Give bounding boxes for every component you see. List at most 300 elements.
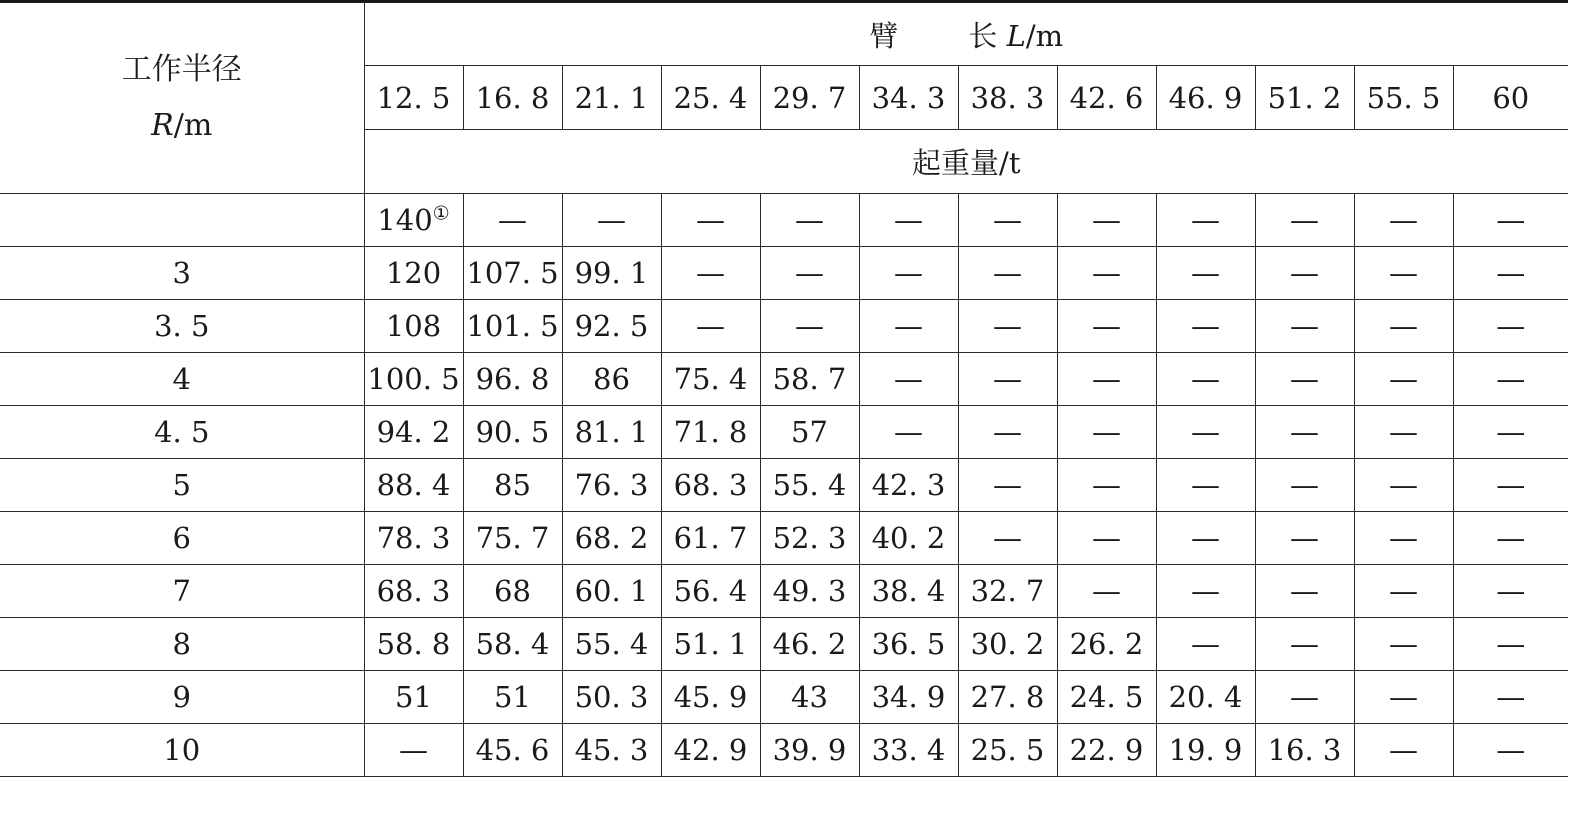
capacity-value: 60. 1 <box>574 574 649 608</box>
capacity-value: — <box>1092 574 1121 608</box>
capacity-cell <box>661 459 760 512</box>
table-row <box>0 671 1568 724</box>
capacity-value: — <box>894 362 923 396</box>
capacity-cell <box>1156 618 1255 671</box>
table-row <box>0 300 1568 353</box>
capacity-value: 24. 5 <box>1069 680 1144 714</box>
capacity-cell <box>760 247 859 300</box>
capacity-cell <box>661 512 760 565</box>
capacity-cell <box>1354 194 1453 247</box>
capacity-value: — <box>1191 203 1220 237</box>
header-row-boom <box>0 2 1568 66</box>
capacity-value: 75. 7 <box>475 521 550 555</box>
capacity-value: — <box>993 521 1022 555</box>
capacity-value: 33. 4 <box>871 733 946 767</box>
capacity-cell <box>562 512 661 565</box>
capacity-value: — <box>894 415 923 449</box>
capacity-value: — <box>1290 468 1319 502</box>
capacity-cell <box>958 194 1057 247</box>
capacity-cell <box>859 512 958 565</box>
capacity-cell <box>661 194 760 247</box>
capacity-cell <box>859 353 958 406</box>
capacity-value: — <box>795 256 824 290</box>
capacity-value: — <box>1389 733 1418 767</box>
capacity-value: 34. 9 <box>871 680 946 714</box>
capacity-value: 140 <box>377 203 433 237</box>
capacity-cell <box>463 300 562 353</box>
capacity-cell <box>1156 353 1255 406</box>
capacity-value: 57 <box>791 415 828 449</box>
capacity-value: 92. 5 <box>574 309 649 343</box>
capacity-cell <box>1255 565 1354 618</box>
capacity-cell <box>463 618 562 671</box>
capacity-value: — <box>993 256 1022 290</box>
capacity-cell <box>562 724 661 777</box>
capacity-value: — <box>1290 362 1319 396</box>
capacity-cell <box>859 300 958 353</box>
capacity-cell <box>1255 353 1354 406</box>
capacity-cell <box>463 406 562 459</box>
capacity-cell <box>364 565 463 618</box>
capacity-cell <box>760 194 859 247</box>
capacity-value: 25. 5 <box>970 733 1045 767</box>
capacity-cell <box>1354 512 1453 565</box>
capacity-value: 107. 5 <box>466 256 559 290</box>
capacity-cell <box>859 194 958 247</box>
capacity-value: 39. 9 <box>772 733 847 767</box>
capacity-cell <box>958 247 1057 300</box>
capacity-cell <box>1453 512 1568 565</box>
capacity-value: — <box>1191 362 1220 396</box>
capacity-cell <box>760 512 859 565</box>
capacity-cell <box>1057 671 1156 724</box>
capacity-cell <box>562 671 661 724</box>
capacity-value: 58. 4 <box>475 627 550 661</box>
capacity-value: — <box>696 309 725 343</box>
capacity-cell <box>661 618 760 671</box>
radius-cell: 4. 5 <box>0 406 364 459</box>
capacity-cell <box>562 353 661 406</box>
capacity-value: — <box>1496 415 1526 449</box>
capacity-value: 52. 3 <box>772 521 847 555</box>
capacity-value: — <box>1496 468 1526 502</box>
capacity-cell <box>1156 406 1255 459</box>
table-row <box>0 724 1568 777</box>
capacity-value: 86 <box>593 362 630 396</box>
boom-length-header-cell: 60 <box>1453 66 1568 130</box>
capacity-cell <box>364 618 463 671</box>
capacity-cell <box>1255 671 1354 724</box>
capacity-value: 51. 1 <box>673 627 748 661</box>
capacity-cell <box>463 565 562 618</box>
capacity-value: 81. 1 <box>574 415 649 449</box>
capacity-cell <box>1453 724 1568 777</box>
capacity-value: 68 <box>494 574 531 608</box>
capacity-cell <box>463 247 562 300</box>
capacity-value: — <box>1496 362 1526 396</box>
capacity-value: — <box>1496 574 1526 608</box>
capacity-cell <box>1354 459 1453 512</box>
capacity-cell <box>364 512 463 565</box>
boom-header-char1: 臂 <box>869 18 899 53</box>
boom-length-header-cell: 42. 6 <box>1057 66 1156 130</box>
boom-length-header-cell: 51. 2 <box>1255 66 1354 130</box>
capacity-value: — <box>1191 574 1220 608</box>
capacity-cell <box>1156 247 1255 300</box>
capacity-cell <box>1354 406 1453 459</box>
capacity-cell <box>1156 300 1255 353</box>
capacity-value: 38. 4 <box>871 574 946 608</box>
capacity-value: 58. 7 <box>772 362 847 396</box>
capacity-cell <box>1057 459 1156 512</box>
capacity-cell <box>661 724 760 777</box>
capacity-value: — <box>894 256 923 290</box>
capacity-cell <box>1453 565 1568 618</box>
capacity-cell <box>1453 618 1568 671</box>
capacity-value: — <box>1290 415 1319 449</box>
capacity-value: — <box>1191 309 1220 343</box>
capacity-value: — <box>1092 415 1121 449</box>
capacity-value: 19. 9 <box>1168 733 1243 767</box>
capacity-value: — <box>1290 203 1319 237</box>
capacity-cell <box>562 247 661 300</box>
capacity-cell <box>1156 459 1255 512</box>
capacity-cell <box>364 300 463 353</box>
capacity-value: 108 <box>385 309 442 343</box>
capacity-value: 32. 7 <box>970 574 1045 608</box>
capacity-cell <box>1354 724 1453 777</box>
capacity-cell <box>760 406 859 459</box>
capacity-cell <box>364 459 463 512</box>
boom-length-header-cell: 25. 4 <box>661 66 760 130</box>
footnote-marker: ① <box>432 202 450 225</box>
capacity-cell <box>1453 194 1568 247</box>
capacity-value: — <box>1191 468 1220 502</box>
table-row <box>0 353 1568 406</box>
capacity-value: — <box>1290 574 1319 608</box>
capacity-cell <box>661 406 760 459</box>
capacity-value: — <box>1092 362 1121 396</box>
capacity-cell <box>364 194 463 247</box>
capacity-value: — <box>1092 521 1121 555</box>
capacity-value: — <box>993 468 1022 502</box>
radius-header-cell <box>0 2 364 194</box>
capacity-cell <box>364 247 463 300</box>
capacity-value: — <box>795 203 824 237</box>
capacity-cell <box>1255 247 1354 300</box>
capacity-cell <box>958 406 1057 459</box>
capacity-cell <box>661 353 760 406</box>
boom-length-header-cell: 21. 1 <box>562 66 661 130</box>
capacity-value: 61. 7 <box>673 521 748 555</box>
table-row <box>0 194 1568 247</box>
capacity-value: — <box>1389 203 1418 237</box>
boom-header-unit: /m <box>1025 18 1064 53</box>
capacity-value: 27. 8 <box>970 680 1045 714</box>
capacity-cell <box>760 671 859 724</box>
capacity-cell <box>364 353 463 406</box>
capacity-value: — <box>1389 256 1418 290</box>
capacity-value: — <box>1290 680 1319 714</box>
capacity-value: 120 <box>385 256 442 290</box>
radius-cell <box>0 194 364 247</box>
capacity-cell <box>661 671 760 724</box>
capacity-cell <box>1255 406 1354 459</box>
capacity-cell <box>1156 512 1255 565</box>
capacity-cell <box>1057 353 1156 406</box>
capacity-cell <box>1156 194 1255 247</box>
capacity-value: — <box>1496 521 1526 555</box>
capacity-value: — <box>894 203 923 237</box>
capacity-cell <box>1057 300 1156 353</box>
capacity-cell <box>958 618 1057 671</box>
capacity-value: 43 <box>791 680 828 714</box>
capacity-value: 101. 5 <box>466 309 559 343</box>
capacity-value: — <box>399 733 428 767</box>
capacity-cell <box>859 565 958 618</box>
capacity-value: 42. 9 <box>673 733 748 767</box>
boom-length-header-cell: 16. 8 <box>463 66 562 130</box>
capacity-value: — <box>1389 627 1418 661</box>
capacity-value: 42. 3 <box>871 468 946 502</box>
boom-length-header-cell: 38. 3 <box>958 66 1057 130</box>
capacity-cell <box>1453 671 1568 724</box>
capacity-value: — <box>1191 627 1220 661</box>
capacity-value: — <box>993 309 1022 343</box>
capacity-value: 78. 3 <box>376 521 451 555</box>
capacity-cell <box>1354 618 1453 671</box>
capacity-cell <box>562 565 661 618</box>
capacity-value: 30. 2 <box>970 627 1045 661</box>
capacity-cell <box>1354 300 1453 353</box>
capacity-value: — <box>795 309 824 343</box>
boom-length-header-cell: 46. 9 <box>1156 66 1255 130</box>
radius-header-symbol: R <box>151 108 174 143</box>
capacity-value: — <box>1191 256 1220 290</box>
capacity-header-cell: 起重量/t <box>364 130 1568 194</box>
capacity-cell <box>958 565 1057 618</box>
capacity-cell <box>958 671 1057 724</box>
capacity-value: — <box>1389 468 1418 502</box>
capacity-value: 55. 4 <box>772 468 847 502</box>
capacity-value: — <box>1092 468 1121 502</box>
capacity-cell <box>1453 353 1568 406</box>
capacity-cell <box>1354 247 1453 300</box>
radius-cell: 8 <box>0 618 364 671</box>
capacity-cell <box>760 300 859 353</box>
capacity-cell <box>1057 618 1156 671</box>
capacity-value: 94. 2 <box>376 415 451 449</box>
capacity-value: 68. 3 <box>673 468 748 502</box>
capacity-cell <box>364 406 463 459</box>
capacity-cell <box>463 512 562 565</box>
capacity-value: 75. 4 <box>673 362 748 396</box>
capacity-value: — <box>1496 733 1526 767</box>
capacity-value: 76. 3 <box>574 468 649 502</box>
capacity-value: — <box>1389 574 1418 608</box>
capacity-cell <box>859 724 958 777</box>
capacity-cell <box>1156 565 1255 618</box>
capacity-cell <box>1156 671 1255 724</box>
capacity-value: 68. 2 <box>574 521 649 555</box>
boom-length-header-cell: 29. 7 <box>760 66 859 130</box>
capacity-cell <box>1156 724 1255 777</box>
capacity-cell <box>562 300 661 353</box>
capacity-value: 58. 8 <box>376 627 451 661</box>
capacity-value: — <box>993 362 1022 396</box>
table-row <box>0 247 1568 300</box>
table-row <box>0 406 1568 459</box>
capacity-cell <box>760 724 859 777</box>
capacity-cell <box>1255 724 1354 777</box>
capacity-cell <box>1255 459 1354 512</box>
capacity-cell <box>463 671 562 724</box>
capacity-cell <box>562 194 661 247</box>
capacity-cell <box>1255 512 1354 565</box>
capacity-value: 20. 4 <box>1168 680 1243 714</box>
capacity-value: 96. 8 <box>475 362 550 396</box>
capacity-cell <box>1354 671 1453 724</box>
capacity-cell <box>1354 353 1453 406</box>
capacity-cell <box>760 618 859 671</box>
table-row <box>0 618 1568 671</box>
boom-header-symbol: L <box>1006 18 1026 53</box>
capacity-cell <box>760 353 859 406</box>
capacity-value: — <box>1389 680 1418 714</box>
capacity-value: 22. 9 <box>1069 733 1144 767</box>
capacity-value: — <box>1290 627 1319 661</box>
capacity-value: 51 <box>494 680 531 714</box>
capacity-value: 40. 2 <box>871 521 946 555</box>
capacity-cell <box>661 565 760 618</box>
capacity-value: 50. 3 <box>574 680 649 714</box>
capacity-cell <box>1255 300 1354 353</box>
capacity-value: — <box>993 203 1022 237</box>
capacity-value: 26. 2 <box>1069 627 1144 661</box>
capacity-value: — <box>1389 415 1418 449</box>
capacity-cell <box>562 406 661 459</box>
capacity-cell <box>1453 459 1568 512</box>
capacity-value: — <box>1389 521 1418 555</box>
capacity-cell <box>859 459 958 512</box>
capacity-value: 99. 1 <box>574 256 649 290</box>
radius-cell: 9 <box>0 671 364 724</box>
capacity-cell <box>562 618 661 671</box>
capacity-cell <box>1057 724 1156 777</box>
capacity-value: — <box>696 203 725 237</box>
capacity-value: — <box>1092 203 1121 237</box>
capacity-value: — <box>498 203 527 237</box>
capacity-cell <box>661 247 760 300</box>
capacity-cell <box>463 194 562 247</box>
boom-length-header-cell: 55. 5 <box>1354 66 1453 130</box>
capacity-value: 90. 5 <box>475 415 550 449</box>
capacity-cell <box>958 353 1057 406</box>
capacity-cell <box>463 724 562 777</box>
capacity-value: — <box>1290 256 1319 290</box>
boom-length-header-cell: 34. 3 <box>859 66 958 130</box>
capacity-cell <box>1453 247 1568 300</box>
capacity-value: — <box>1389 362 1418 396</box>
capacity-value: 51 <box>395 680 432 714</box>
capacity-value: 46. 2 <box>772 627 847 661</box>
capacity-value: 68. 3 <box>376 574 451 608</box>
capacity-value: — <box>1496 309 1526 343</box>
capacity-value: — <box>1092 309 1121 343</box>
capacity-value: — <box>1092 256 1121 290</box>
capacity-cell <box>1057 512 1156 565</box>
capacity-value: — <box>993 415 1022 449</box>
capacity-value: — <box>1496 627 1526 661</box>
table-row <box>0 565 1568 618</box>
radius-cell: 3. 5 <box>0 300 364 353</box>
capacity-value: 56. 4 <box>673 574 748 608</box>
capacity-cell <box>1255 194 1354 247</box>
capacity-cell <box>958 459 1057 512</box>
capacity-cell <box>760 459 859 512</box>
radius-cell: 4 <box>0 353 364 406</box>
capacity-value: 49. 3 <box>772 574 847 608</box>
capacity-cell <box>1453 300 1568 353</box>
capacity-cell <box>463 459 562 512</box>
capacity-cell <box>1057 565 1156 618</box>
radius-cell: 7 <box>0 565 364 618</box>
radius-cell: 5 <box>0 459 364 512</box>
capacity-cell <box>958 512 1057 565</box>
capacity-value: — <box>1496 203 1526 237</box>
capacity-value: — <box>597 203 626 237</box>
radius-cell: 6 <box>0 512 364 565</box>
capacity-value: 85 <box>494 468 531 502</box>
boom-length-header-cell: 12. 5 <box>364 66 463 130</box>
radius-header-unit: /m <box>173 108 213 143</box>
capacity-cell <box>661 300 760 353</box>
capacity-value: 88. 4 <box>376 468 451 502</box>
capacity-value: 45. 3 <box>574 733 649 767</box>
capacity-cell <box>364 671 463 724</box>
capacity-value: 45. 6 <box>475 733 550 767</box>
capacity-cell <box>562 459 661 512</box>
capacity-value: — <box>1496 680 1526 714</box>
capacity-cell <box>958 300 1057 353</box>
radius-header-label: 工作半径 <box>121 52 242 87</box>
capacity-value: — <box>894 309 923 343</box>
capacity-cell <box>1354 565 1453 618</box>
capacity-value: — <box>696 256 725 290</box>
boom-length-header-cell <box>364 2 1568 66</box>
capacity-cell <box>364 724 463 777</box>
capacity-value: — <box>1191 521 1220 555</box>
boom-header-char2: 长 <box>968 18 998 53</box>
capacity-value: — <box>1496 256 1526 290</box>
capacity-value: 36. 5 <box>871 627 946 661</box>
capacity-cell <box>859 247 958 300</box>
table-row <box>0 512 1568 565</box>
capacity-cell <box>859 671 958 724</box>
table-row <box>0 459 1568 512</box>
capacity-value: 16. 3 <box>1267 733 1342 767</box>
capacity-value: 45. 9 <box>673 680 748 714</box>
capacity-cell <box>1057 194 1156 247</box>
capacity-value: — <box>1290 309 1319 343</box>
capacity-cell <box>958 724 1057 777</box>
capacity-value: — <box>1191 415 1220 449</box>
capacity-cell <box>1255 618 1354 671</box>
capacity-cell <box>859 406 958 459</box>
capacity-value: 55. 4 <box>574 627 649 661</box>
capacity-cell <box>1057 247 1156 300</box>
capacity-cell <box>1057 406 1156 459</box>
